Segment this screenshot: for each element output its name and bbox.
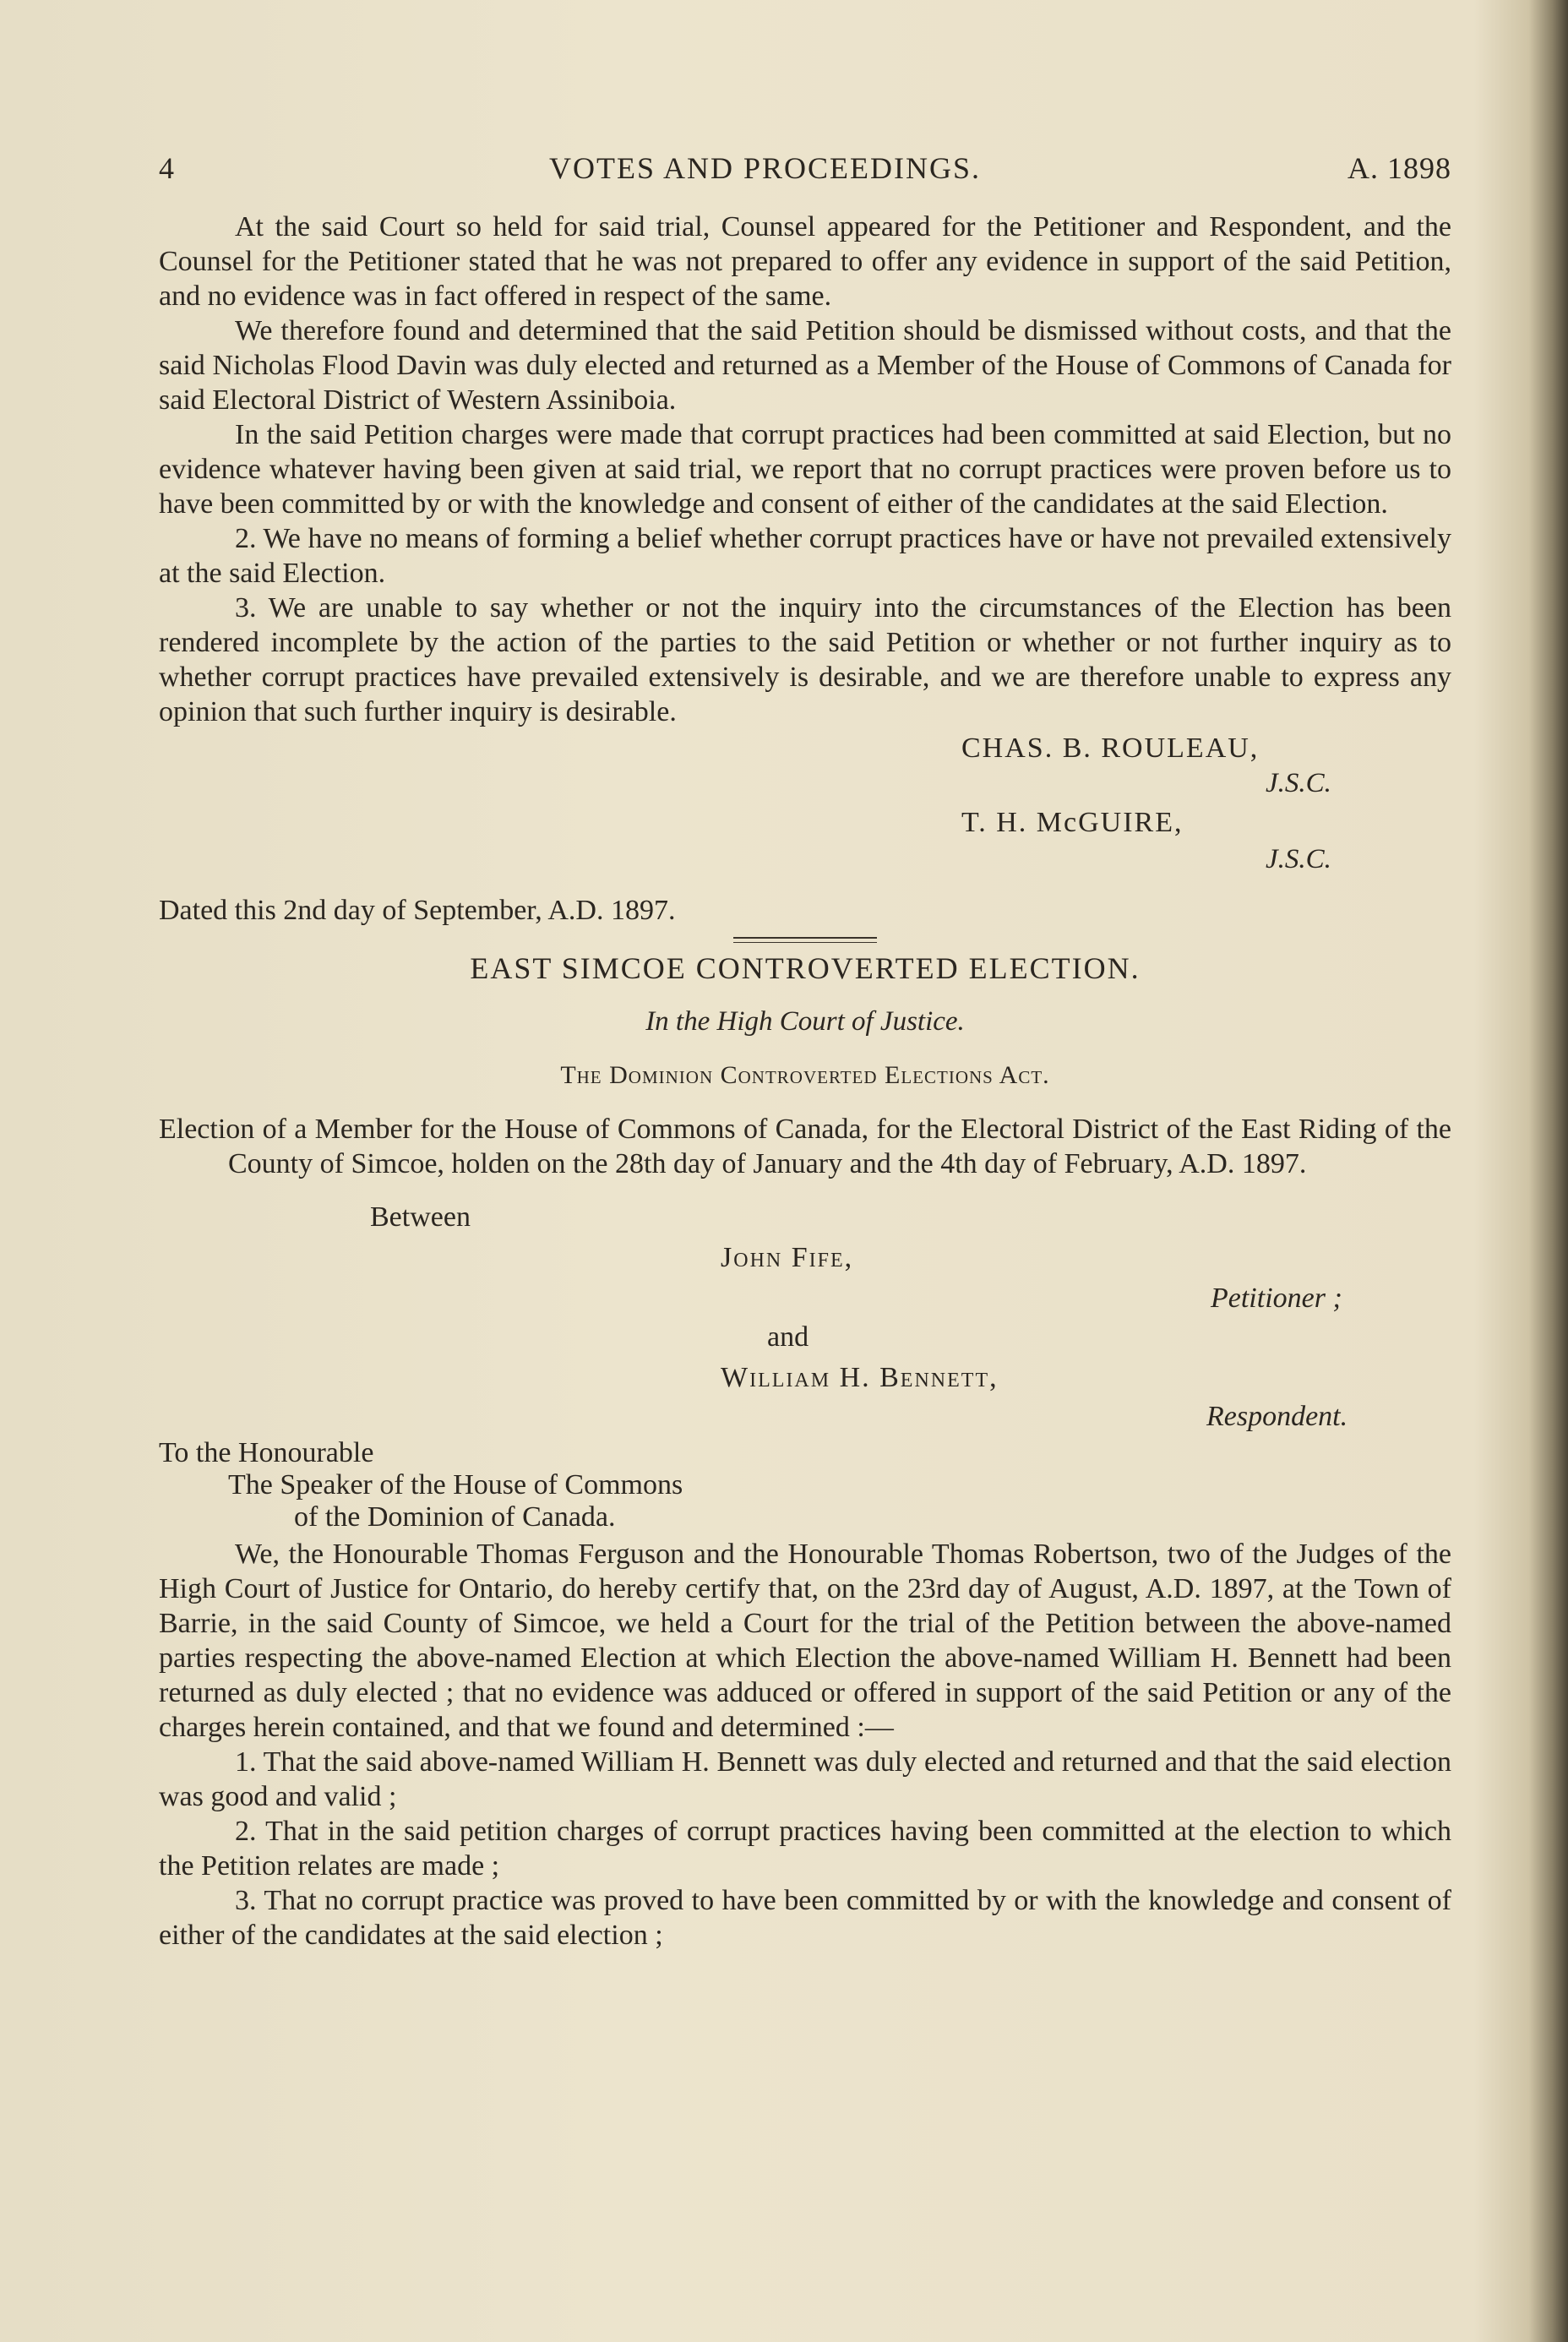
paragraph: At the said Court so held for said trial, Counsel appeared for the Petitioner and Respondent, and the Counsel for the Petitioner stated that he was not prepared to offer any evidence in support of the said Petition, and no evidence was in fact offered in respect of the same. <box>159 211 1451 312</box>
paragraph: 2. That in the said petition charges of corrupt practices having been committed at the election to which the Petition relates are made ; <box>159 1816 1451 1882</box>
addressee-line: To the Honourable <box>159 1437 374 1468</box>
respondent-name: William H. Bennett, <box>721 1362 999 1393</box>
page-number: 4 <box>159 151 174 185</box>
election-description: Election of a Member for the House of Commons of Canada, for the Electoral District of the East Riding of the County of Simcoe, holden on the 28th day of January and the 4th day of February, A.D. 1897. <box>159 1114 1451 1179</box>
paragraph: 3. That no corrupt practice was proved to have been committed by or with the knowledge and consent of either of the candidates at the said election ; <box>159 1885 1451 1951</box>
signature-title: J.S.C. <box>1266 768 1331 798</box>
between-label: Between <box>370 1201 471 1233</box>
petitioner-role: Petitioner ; <box>1211 1283 1342 1314</box>
section-divider <box>733 935 877 945</box>
running-title: VOTES AND PROCEEDINGS. <box>549 151 982 185</box>
paragraph: 2. We have no means of forming a belief whether corrupt practices have or have not prevailed extensively at the said Election. <box>159 523 1451 589</box>
addressee-line: The Speaker of the House of Commons <box>228 1469 683 1501</box>
page-content <box>159 144 1451 1953</box>
addressee-block <box>159 1437 1451 1533</box>
act-title: The Dominion Controverted Elections Act. <box>560 1061 1050 1089</box>
signature-block <box>159 729 1451 890</box>
east-simcoe-report <box>159 1537 1451 1953</box>
signature-title: J.S.C. <box>1266 844 1331 874</box>
running-header <box>159 144 1451 194</box>
court-name: In the High Court of Justice. <box>645 1006 965 1037</box>
section-title: EAST SIMCOE CONTROVERTED ELECTION. <box>470 951 1141 985</box>
petitioner-name: John Fife, <box>721 1242 854 1273</box>
assiniboia-report <box>159 210 1451 729</box>
dated-line: Dated this 2nd day of September, A.D. 1897. <box>159 895 676 926</box>
paragraph: We, the Honourable Thomas Ferguson and the Honourable Thomas Robertson, two of the Judges of the High Court of Justice for Ontario, do hereby certify that, on the 23rd day of August, A.D. 1897, at the Town of Barrie, in the said County of Simcoe, we held a Court for the trial of the Petition between the above-named parties respecting the above-named Election at which Election the above-named William H. Bennett had been returned as duly elected ; that no evidence was adduced or offered in support of the said Petition or any of the charges herein contained, and that we found and determined :— <box>159 1539 1451 1743</box>
session-year: A. 1898 <box>1348 151 1451 185</box>
signature-name: T. H. McGUIRE, <box>961 807 1184 838</box>
paragraph: 3. We are unable to say whether or not the inquiry into the circumstances of the Election has been rendered incomplete by the action of the parties to the said Petition or whether or not further inquiry as to whether corrupt practices have prevailed extensively is desirable, and we are therefore unable to express any opinion that such further inquiry is desirable. <box>159 592 1451 727</box>
signature-name: CHAS. B. ROULEAU, <box>961 733 1260 764</box>
and-label: and <box>767 1321 809 1353</box>
addressee-line: of the Dominion of Canada. <box>294 1501 616 1533</box>
parties-block <box>159 1201 1451 1432</box>
paragraph: 1. That the said above-named William H. Bennett was duly elected and returned and that the said election was good and valid ; <box>159 1746 1451 1812</box>
paragraph: We therefore found and determined that the said Petition should be dismissed without costs, and that the said Nicholas Flood Davin was duly elected and returned as a Member of the House of Commons of Canada for said Electoral District of Western Assiniboia. <box>159 315 1451 416</box>
respondent-role: Respondent. <box>1206 1401 1348 1432</box>
paragraph: In the said Petition charges were made that corrupt practices had been committed at said Election, but no evidence whatever having been given at said trial, we report that no corrupt practices were proven before us to have been committed by or with the knowledge and consent of either of the candidates at the said Election. <box>159 419 1451 520</box>
